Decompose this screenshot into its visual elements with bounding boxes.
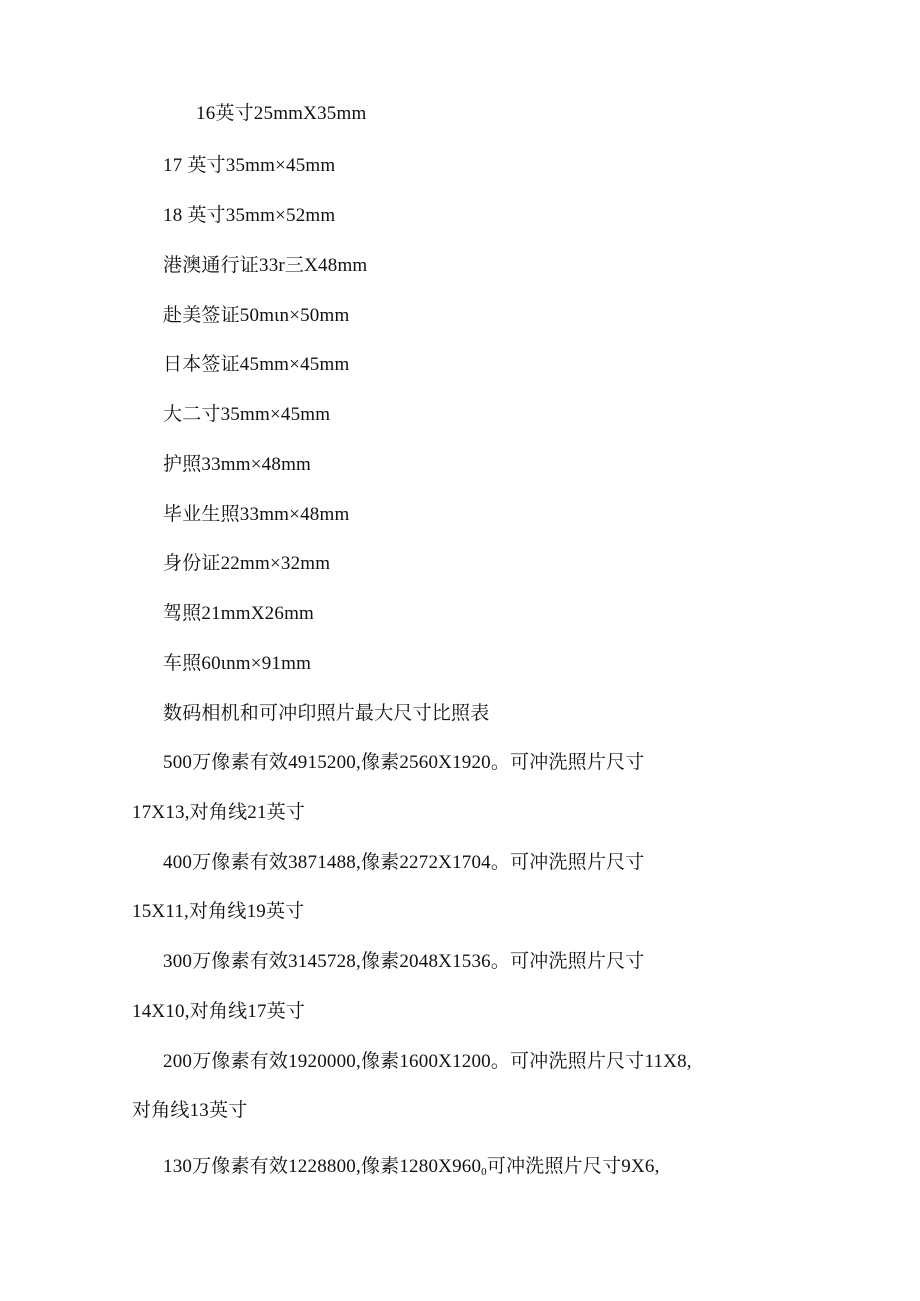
size-line-hk-macau-permit: 港澳通行证33r三X48mm: [163, 255, 368, 276]
size-line-graduate-photo: 毕业生照33mm×48mm: [163, 504, 350, 525]
camera-line-4mp-cont: 15X11,对角线19英寸: [132, 901, 305, 922]
camera-line-2mp-cont: 对角线13英寸: [132, 1100, 248, 1121]
camera-line-1-3mp-main: 130万像素有效1228800,像素1280X960: [163, 1156, 482, 1177]
table-heading: 数码相机和可冲印照片最大尺寸比照表: [163, 703, 490, 724]
camera-line-3mp: 300万像素有效3145728,像素2048X1536。可冲洗照片尺寸: [163, 951, 645, 972]
camera-line-5mp: 500万像素有效4915200,像素2560X1920。可冲洗照片尺寸: [163, 752, 645, 773]
camera-line-2mp: 200万像素有效1920000,像素1600X1200。可冲洗照片尺寸11X8,: [163, 1051, 692, 1072]
camera-line-1-3mp: [163, 1155, 660, 1179]
size-line-id-card: 身份证22mm×32mm: [163, 553, 331, 574]
size-line-16-inch: 16英寸25mmX35mm: [196, 103, 367, 124]
size-line-vehicle-photo: 车照60ιnm×91mm: [163, 653, 312, 674]
size-line-passport: 护照33mm×48mm: [163, 454, 312, 475]
size-line-large-2-inch: 大二寸35mm×45mm: [163, 404, 331, 425]
size-line-17-inch: 17 英寸35mm×45mm: [163, 155, 336, 176]
size-line-18-inch: 18 英寸35mm×52mm: [163, 205, 336, 226]
camera-line-1-3mp-tail: 可冲洗照片尺寸9X6,: [486, 1156, 660, 1177]
camera-line-3mp-cont: 14X10,对角线17英寸: [132, 1001, 306, 1022]
camera-line-1-3mp-sub: 0: [481, 1166, 487, 1178]
size-line-driver-license: 驾照21mmX26mm: [163, 603, 315, 624]
size-line-japan-visa: 日本签证45mm×45mm: [163, 354, 350, 375]
camera-line-5mp-cont: 17X13,对角线21英寸: [132, 802, 306, 823]
size-line-us-visa: 赴美签证50mιn×50mm: [163, 305, 350, 326]
camera-line-4mp: 400万像素有效3871488,像素2272X1704。可冲洗照片尺寸: [163, 852, 645, 873]
